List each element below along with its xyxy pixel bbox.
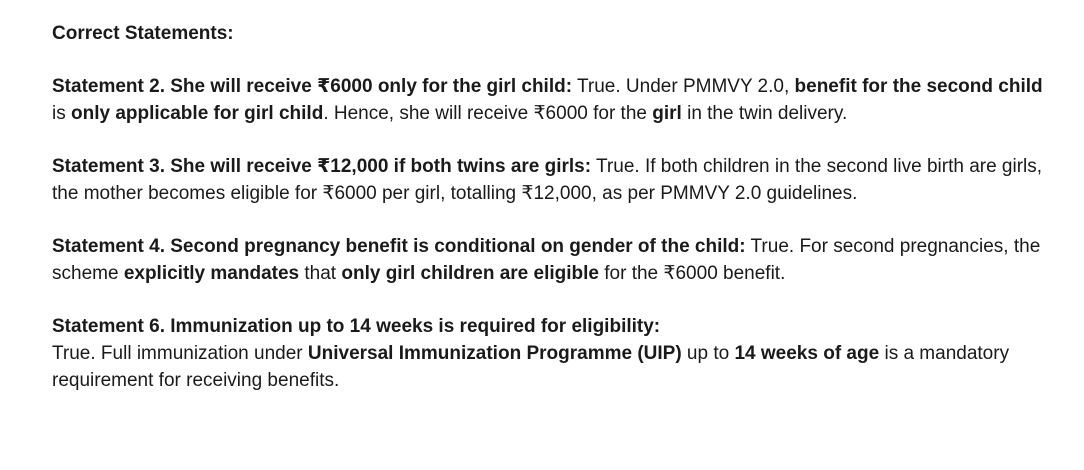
statement-emphasis: only applicable for girl child [71,103,324,124]
document-body [52,20,1052,394]
statement-text: in the twin delivery. [681,103,848,124]
statement-text: . Hence, she will receive ₹6000 for the [323,103,653,124]
statement-text: True. Full immunization under [52,343,308,364]
statement-text: True. Under PMMVY 2.0, [572,76,795,97]
statements-list [52,73,1052,394]
statement-emphasis: girl [652,103,682,124]
statement-paragraph [52,313,1052,394]
statement-text: True. If both children in the second live birth are girls, the mother becomes eligible for ₹6000 per girl, totalling ₹12,000, as per PMMVY 2.0 guidelines. [52,156,1043,204]
statement-title: Statement 4. Second pregnancy benefit is conditional on gender of the child: [52,236,746,257]
statement-paragraph [52,73,1052,127]
statement-emphasis: 14 weeks of age [734,343,880,364]
statement-title: Statement 3. She will receive ₹12,000 if both twins are girls: [52,156,592,177]
statement-text: is [52,103,71,124]
statement-text: up to [681,343,735,364]
statement-text: that [299,263,342,284]
statement-emphasis: benefit for the second child [794,76,1043,97]
statement-title: Statement 6. Immunization up to 14 weeks is required for eligibility: [52,316,661,337]
statement-paragraph [52,153,1052,207]
statement-emphasis: only girl children are eligible [341,263,599,284]
statement-text: True. For second pregnancies, the scheme [52,236,1041,284]
statement-title: Statement 2. She will receive ₹6000 only for the girl child: [52,76,573,97]
statement-emphasis: explicitly mandates [123,263,300,284]
statement-paragraph [52,233,1052,287]
statement-text: for the ₹6000 benefit. [598,263,786,284]
statement-text: is a mandatory requirement for receiving benefits. [52,343,1010,391]
statement-emphasis: Universal Immunization Programme (UIP) [307,343,682,364]
section-heading: Correct Statements: [52,23,234,44]
